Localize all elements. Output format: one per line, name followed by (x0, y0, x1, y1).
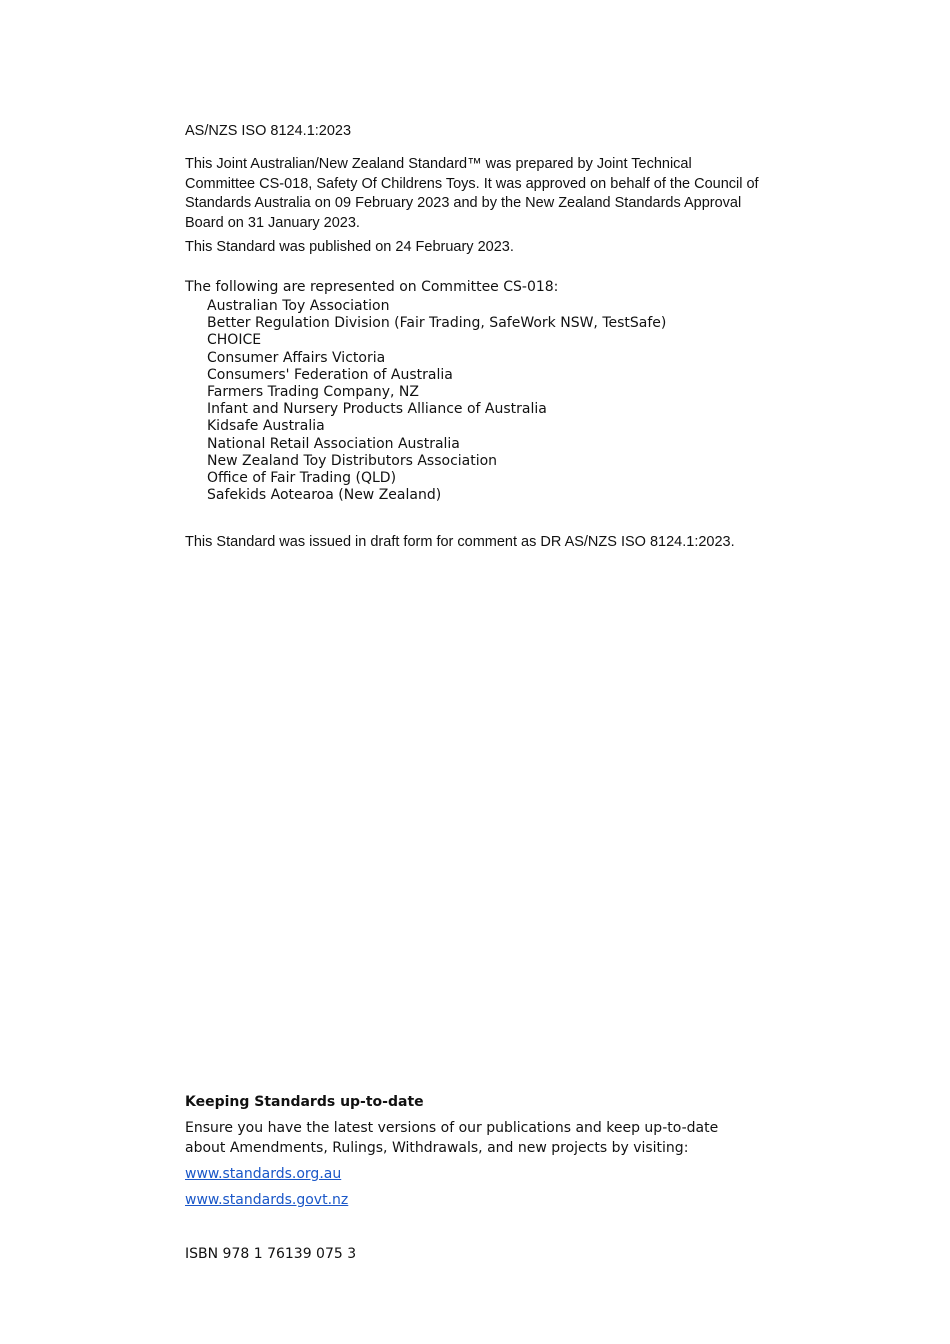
committee-member: Australian Toy Association (207, 298, 390, 314)
standards-nz-link[interactable]: www.standards.govt.nz (185, 1192, 349, 1208)
committee-member: Consumers' Federation of Australia (207, 366, 453, 383)
isbn-line: ISBN 978 1 76139 075 3 (185, 1246, 357, 1262)
keeping-up-to-date-heading: Keeping Standards up-to-date (185, 1094, 424, 1110)
committee-member: CHOICE (207, 332, 262, 349)
committee-member: Farmers Trading Company, NZ (207, 384, 419, 401)
standards-au-link-row (185, 1163, 765, 1182)
committee-intro: The following are represented on Committee CS-018: (185, 279, 559, 295)
standards-nz-link-row (185, 1189, 765, 1208)
committee-member-list (207, 298, 666, 504)
committee-member: National Retail Association Australia (207, 435, 460, 452)
committee-member: Safekids Aotearoa (New Zealand) (207, 487, 442, 504)
document-code: AS/NZS ISO 8124.1:2023 (185, 123, 352, 139)
approval-paragraph: This Joint Australian/New Zealand Standard™ was prepared by Joint Technical Committee CS-018, Safety Of Childrens Toys. It was approved on behalf of the Council of Standards Australia on 09 February 2023 and by the New Zealand Standards Approval Board on 31 January 2023. (185, 156, 759, 231)
committee-member: Better Regulation Division (Fair Trading, SafeWork NSW, TestSafe) (207, 315, 667, 332)
committee-member: Infant and Nursery Products Alliance of Australia (207, 401, 547, 418)
standards-au-link[interactable]: www.standards.org.au (185, 1166, 342, 1182)
committee-member: Kidsafe Australia (207, 418, 325, 435)
committee-member: Office of Fair Trading (QLD) (207, 470, 397, 487)
committee-member: Consumer Affairs Victoria (207, 349, 386, 366)
committee-member: New Zealand Toy Distributors Association (207, 452, 498, 469)
draft-comment-line: This Standard was issued in draft form for comment as DR AS/NZS ISO 8124.1:2023. (185, 534, 735, 550)
published-date-line: This Standard was published on 24 February 2023. (185, 239, 514, 255)
keeping-up-to-date-text: Ensure you have the latest versions of our publications and keep up-to-date about Amendments, Rulings, Withdrawals, and new projects by visiting: (185, 1120, 719, 1156)
